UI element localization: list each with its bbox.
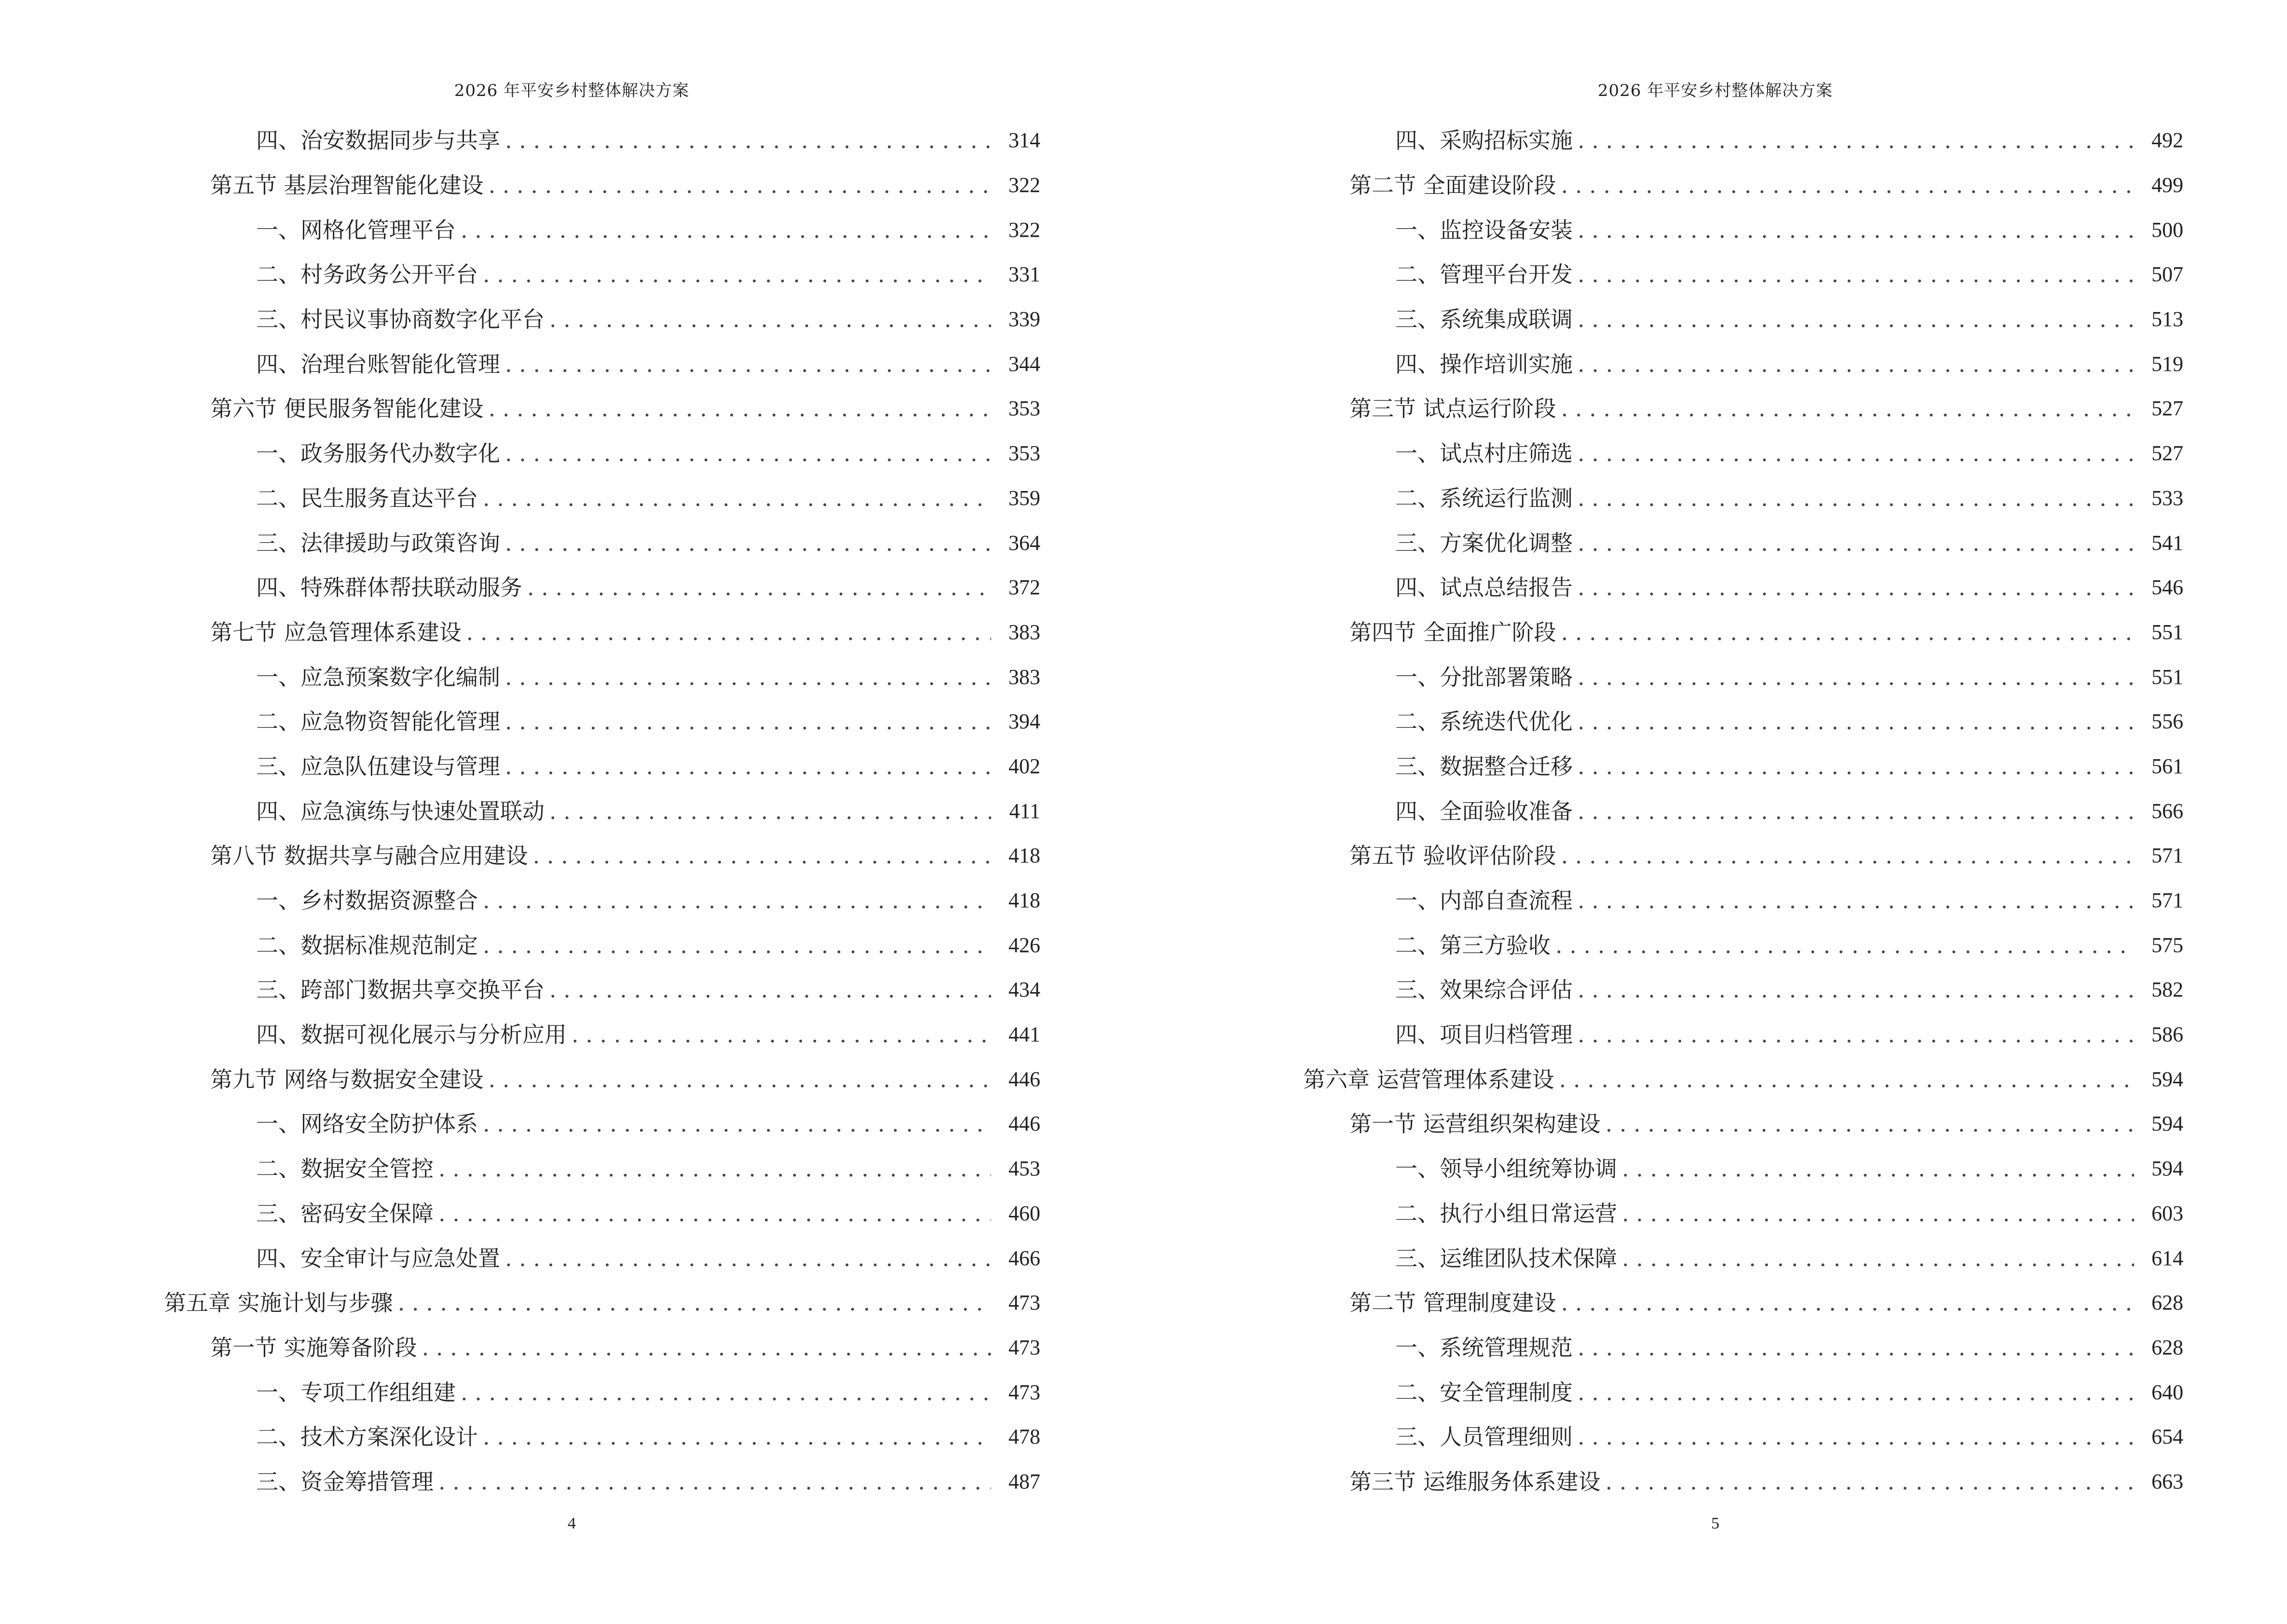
toc-entry-page-number: 541 [2151, 531, 2183, 555]
toc-dot-leader [505, 666, 991, 688]
toc-entry-title: 三、数据整合迁移 [1395, 753, 1573, 779]
toc-entry-title: 四、特殊群体帮扶联动服务 [256, 574, 522, 601]
toc-entry-page-number: 492 [2151, 128, 2183, 152]
toc-entry-title: 二、数据标准规范制定 [256, 932, 478, 958]
toc-dot-leader [1622, 1247, 2134, 1269]
toc-entry-page-number: 499 [2151, 173, 2183, 197]
toc-entry-page-number: 446 [1008, 1112, 1040, 1136]
toc-dot-leader [461, 1381, 991, 1404]
toc-entry-title: 三、跨部门数据共享交换平台 [256, 977, 545, 1003]
toc-dot-leader [1606, 1471, 2134, 1493]
toc-entry-title: 第一节 运营组织架构建设 [1349, 1111, 1601, 1137]
toc-entry-title: 第五节 验收评估阶段 [1349, 843, 1556, 869]
toc-entry-title: 二、系统迭代优化 [1395, 709, 1573, 735]
toc-entry[interactable] [164, 207, 1040, 252]
toc-entry[interactable] [1303, 1236, 2183, 1281]
toc-dot-leader [1578, 710, 2134, 733]
toc-entry-page-number: 473 [1008, 1380, 1040, 1404]
toc-entry-title: 二、管理平台开发 [1395, 261, 1573, 288]
toc-page-right [1144, 0, 2287, 1624]
toc-list [1303, 118, 2183, 1504]
toc-entry-title: 一、专项工作组组建 [256, 1379, 456, 1406]
toc-entry-title: 一、政务服务代办数字化 [256, 440, 500, 467]
toc-entry[interactable] [1303, 207, 2183, 252]
toc-dot-leader [505, 442, 991, 464]
toc-entry[interactable] [1303, 163, 2183, 208]
toc-entry-page-number: 519 [2151, 352, 2183, 376]
toc-dot-leader [1578, 1337, 2134, 1359]
toc-entry-title: 二、系统运行监测 [1395, 485, 1573, 511]
toc-entry-title: 一、试点村庄筛选 [1395, 440, 1573, 467]
toc-entry[interactable] [1303, 1012, 2183, 1057]
toc-dot-leader [1578, 666, 2134, 688]
toc-entry-title: 三、方案优化调整 [1395, 530, 1573, 556]
toc-dot-leader [505, 1247, 991, 1269]
toc-entry[interactable] [164, 1102, 1040, 1146]
toc-entry-title: 三、应急队伍建设与管理 [256, 753, 500, 779]
toc-entry-page-number: 533 [2151, 486, 2183, 510]
toc-dot-leader [1561, 174, 2134, 196]
toc-entry-page-number: 466 [1008, 1246, 1040, 1270]
toc-entry-page-number: 663 [2151, 1469, 2183, 1493]
toc-dot-leader [1622, 1202, 2134, 1225]
toc-entry[interactable] [164, 1012, 1040, 1057]
toc-entry[interactable] [164, 1281, 1040, 1325]
toc-entry-page-number: 383 [1008, 620, 1040, 644]
toc-entry-page-number: 426 [1008, 933, 1040, 957]
toc-entry[interactable] [1303, 565, 2183, 610]
toc-entry[interactable] [1303, 386, 2183, 431]
toc-entry[interactable] [1303, 878, 2183, 923]
toc-entry-page-number: 500 [2151, 218, 2183, 242]
toc-entry-page-number: 603 [2151, 1201, 2183, 1225]
toc-entry-page-number: 359 [1008, 486, 1040, 510]
toc-entry-title: 四、采购招标实施 [1395, 127, 1573, 154]
toc-entry-title: 二、第三方验收 [1395, 932, 1551, 958]
toc-entry-title: 一、领导小组统筹协调 [1395, 1156, 1617, 1182]
toc-entry-title: 一、乡村数据资源整合 [256, 887, 478, 914]
toc-entry-title: 一、应急预案数字化编制 [256, 664, 500, 690]
toc-entry-title: 第一节 实施筹备阶段 [210, 1334, 417, 1361]
toc-entry[interactable] [1303, 699, 2183, 744]
running-header: 2026 年平安乡村整体解决方案 [454, 81, 690, 100]
toc-dot-leader [527, 576, 991, 599]
toc-dot-leader [1561, 621, 2134, 643]
toc-entry[interactable] [164, 431, 1040, 476]
toc-entry-page-number: 513 [2151, 307, 2183, 331]
toc-entry-title: 一、网络安全防护体系 [256, 1111, 478, 1137]
toc-entry[interactable] [164, 878, 1040, 923]
toc-entry[interactable] [164, 923, 1040, 968]
toc-entry[interactable] [164, 699, 1040, 744]
toc-dot-leader [489, 1068, 991, 1091]
toc-dot-leader [572, 1024, 991, 1046]
page-number: 5 [1711, 1515, 1719, 1532]
toc-entry[interactable] [164, 565, 1040, 610]
toc-entry-page-number: 527 [2151, 441, 2183, 465]
toc-entry-title: 第六节 便民服务智能化建设 [210, 396, 484, 422]
toc-entry[interactable] [1303, 341, 2183, 386]
toc-entry[interactable] [164, 789, 1040, 833]
toc-dot-leader [1578, 755, 2134, 778]
toc-entry-title: 第七节 应急管理体系建设 [210, 619, 462, 645]
toc-entry[interactable] [164, 1146, 1040, 1191]
toc-dot-leader [483, 1113, 991, 1135]
toc-entry-title: 四、应急演练与快速处置联动 [256, 798, 545, 824]
toc-entry-page-number: 556 [2151, 710, 2183, 734]
toc-entry-title: 第六章 运营管理体系建设 [1303, 1066, 1554, 1092]
toc-entry-page-number: 473 [1008, 1335, 1040, 1359]
toc-dot-leader [398, 1292, 991, 1314]
toc-entry[interactable] [1303, 923, 2183, 968]
toc-entry[interactable] [164, 1057, 1040, 1102]
toc-entry-title: 第二节 管理制度建设 [1349, 1290, 1556, 1316]
toc-entry-page-number: 372 [1008, 575, 1040, 600]
toc-entry-title: 三、人员管理细则 [1395, 1424, 1573, 1450]
toc-entry-page-number: 654 [2151, 1425, 2183, 1449]
toc-entry[interactable] [1303, 297, 2183, 342]
toc-dot-leader [505, 755, 991, 778]
toc-dot-leader [1559, 1068, 2134, 1091]
toc-dot-leader [1578, 308, 2134, 330]
toc-entry-title: 一、监控设备安装 [1395, 217, 1573, 243]
toc-dot-leader [1578, 353, 2134, 375]
toc-entry[interactable] [164, 655, 1040, 699]
toc-entry-title: 三、效果综合评估 [1395, 977, 1573, 1003]
toc-entry[interactable] [1303, 1415, 2183, 1460]
toc-dot-leader [438, 1471, 991, 1493]
toc-entry[interactable] [164, 1191, 1040, 1236]
toc-dot-leader [483, 1426, 991, 1448]
toc-entry-title: 三、资金筹措管理 [256, 1468, 434, 1495]
toc-entry[interactable] [1303, 610, 2183, 655]
toc-entry-title: 三、运维团队技术保障 [1395, 1245, 1617, 1271]
toc-entry[interactable] [1303, 968, 2183, 1012]
toc-entry-title: 三、系统集成联调 [1395, 306, 1573, 333]
toc-entry-title: 二、执行小组日常运营 [1395, 1200, 1617, 1227]
toc-entry-page-number: 478 [1008, 1425, 1040, 1449]
toc-entry-page-number: 383 [1008, 665, 1040, 689]
toc-entry[interactable] [164, 520, 1040, 565]
toc-dot-leader [549, 979, 991, 1001]
toc-entry[interactable] [164, 297, 1040, 342]
toc-dot-leader [1578, 1024, 2134, 1046]
toc-entry-title: 第三节 运维服务体系建设 [1349, 1468, 1601, 1495]
toc-entry-page-number: 594 [2151, 1157, 2183, 1181]
toc-entry-page-number: 322 [1008, 173, 1040, 197]
toc-entry[interactable] [1303, 833, 2183, 878]
toc-entry-page-number: 394 [1008, 710, 1040, 734]
toc-dot-leader [1578, 487, 2134, 509]
toc-entry-title: 二、民生服务直达平台 [256, 485, 478, 511]
toc-dot-leader [533, 845, 991, 867]
toc-entry-page-number: 551 [2151, 620, 2183, 644]
toc-entry-page-number: 594 [2151, 1112, 2183, 1136]
toc-dot-leader [438, 1158, 991, 1180]
toc-dot-leader [1578, 129, 2134, 151]
toc-entry-title: 二、数据安全管控 [256, 1156, 434, 1182]
toc-dot-leader [1578, 532, 2134, 554]
toc-entry-title: 四、安全审计与应急处置 [256, 1245, 500, 1271]
toc-entry-title: 四、全面验收准备 [1395, 798, 1573, 824]
toc-dot-leader [483, 487, 991, 509]
toc-dot-leader [1606, 1113, 2134, 1135]
toc-entry-title: 第九节 网络与数据安全建设 [210, 1066, 484, 1092]
toc-entry-page-number: 628 [2151, 1335, 2183, 1359]
toc-dot-leader [1561, 845, 2134, 867]
toc-entry[interactable] [1303, 1281, 2183, 1325]
toc-entry-page-number: 586 [2151, 1023, 2183, 1047]
toc-entry[interactable] [1303, 1325, 2183, 1370]
toc-entry[interactable] [1303, 1191, 2183, 1236]
toc-entry-title: 四、治安数据同步与共享 [256, 127, 500, 154]
toc-entry-page-number: 614 [2151, 1246, 2183, 1270]
toc-entry-title: 一、分批部署策略 [1395, 664, 1573, 690]
toc-entry-page-number: 575 [2151, 933, 2183, 957]
toc-list [164, 118, 1040, 1504]
toc-entry-page-number: 566 [2151, 799, 2183, 823]
toc-entry-page-number: 364 [1008, 531, 1040, 555]
toc-entry[interactable] [1303, 655, 2183, 699]
toc-entry-title: 第三节 试点运行阶段 [1349, 396, 1556, 422]
toc-entry-page-number: 628 [2151, 1291, 2183, 1315]
toc-dot-leader [549, 308, 991, 330]
toc-entry[interactable] [164, 341, 1040, 386]
toc-dot-leader [505, 532, 991, 554]
toc-dot-leader [505, 710, 991, 733]
toc-entry-page-number: 314 [1008, 128, 1040, 152]
toc-dot-leader [461, 219, 991, 241]
toc-dot-leader [483, 263, 991, 286]
toc-dot-leader [483, 934, 991, 956]
toc-entry[interactable] [1303, 1146, 2183, 1191]
toc-entry-title: 二、应急物资智能化管理 [256, 709, 500, 735]
toc-entry[interactable] [1303, 1102, 2183, 1146]
toc-entry-page-number: 441 [1008, 1023, 1040, 1047]
toc-entry[interactable] [164, 1460, 1040, 1504]
toc-entry-title: 二、安全管理制度 [1395, 1379, 1573, 1406]
toc-dot-leader [1578, 1381, 2134, 1404]
toc-entry-page-number: 640 [2151, 1380, 2183, 1404]
toc-entry-page-number: 418 [1008, 844, 1040, 868]
toc-entry[interactable] [1303, 1057, 2183, 1102]
toc-entry[interactable] [164, 386, 1040, 431]
toc-dot-leader [1622, 1158, 2134, 1180]
toc-entry-page-number: 571 [2151, 844, 2183, 868]
toc-dot-leader [505, 353, 991, 375]
toc-entry[interactable] [164, 163, 1040, 208]
toc-entry-page-number: 411 [1009, 799, 1040, 823]
toc-entry-title: 二、村务政务公开平台 [256, 261, 478, 288]
toc-entry[interactable] [164, 118, 1040, 163]
toc-entry-title: 一、网格化管理平台 [256, 217, 456, 243]
toc-entry-page-number: 561 [2151, 754, 2183, 778]
toc-entry-page-number: 546 [2151, 575, 2183, 600]
toc-dot-leader [1578, 800, 2134, 822]
toc-dot-leader [549, 800, 991, 822]
toc-entry-title: 第二节 全面建设阶段 [1349, 172, 1556, 199]
running-header: 2026 年平安乡村整体解决方案 [1597, 81, 1833, 100]
toc-entry[interactable] [164, 833, 1040, 878]
toc-dot-leader [1578, 263, 2134, 286]
toc-entry[interactable] [1303, 118, 2183, 163]
toc-entry-title: 四、试点总结报告 [1395, 574, 1573, 601]
toc-entry-page-number: 460 [1008, 1201, 1040, 1225]
toc-entry[interactable] [1303, 252, 2183, 297]
toc-entry-page-number: 571 [2151, 888, 2183, 913]
toc-entry[interactable] [164, 1370, 1040, 1415]
toc-entry-page-number: 487 [1008, 1469, 1040, 1493]
toc-dot-leader [422, 1337, 991, 1359]
toc-entry-title: 第八节 数据共享与融合应用建设 [210, 843, 528, 869]
toc-entry-title: 第五章 实施计划与步骤 [164, 1290, 393, 1316]
toc-entry[interactable] [164, 476, 1040, 521]
toc-entry-title: 二、技术方案深化设计 [256, 1424, 478, 1450]
toc-entry-page-number: 551 [2151, 665, 2183, 689]
toc-entry-page-number: 344 [1008, 352, 1040, 376]
toc-entry-page-number: 331 [1008, 262, 1040, 287]
toc-dot-leader [1578, 219, 2134, 241]
toc-entry-title: 一、内部自查流程 [1395, 887, 1573, 914]
toc-entry-page-number: 527 [2151, 396, 2183, 421]
toc-entry[interactable] [164, 744, 1040, 789]
page-number: 4 [568, 1515, 576, 1532]
toc-entry-title: 四、操作培训实施 [1395, 351, 1573, 377]
toc-dot-leader [489, 174, 991, 196]
toc-entry-page-number: 473 [1008, 1291, 1040, 1315]
toc-entry[interactable] [164, 252, 1040, 297]
toc-entry[interactable] [164, 968, 1040, 1012]
toc-entry[interactable] [1303, 789, 2183, 833]
toc-dot-leader [489, 397, 991, 420]
toc-entry[interactable] [1303, 476, 2183, 521]
toc-entry-title: 第四节 全面推广阶段 [1349, 619, 1556, 645]
toc-entry-title: 四、数据可视化展示与分析应用 [256, 1022, 567, 1048]
toc-entry-page-number: 402 [1008, 754, 1040, 778]
toc-entry-page-number: 418 [1008, 888, 1040, 913]
toc-entry-title: 三、法律援助与政策咨询 [256, 530, 500, 556]
toc-entry-page-number: 594 [2151, 1067, 2183, 1091]
toc-entry-page-number: 582 [2151, 978, 2183, 1002]
toc-entry-page-number: 322 [1008, 218, 1040, 242]
toc-entry[interactable] [1303, 1460, 2183, 1504]
toc-entry-page-number: 353 [1008, 441, 1040, 465]
toc-entry-page-number: 353 [1008, 396, 1040, 421]
toc-entry-title: 三、村民议事协商数字化平台 [256, 306, 545, 333]
toc-entry-title: 四、项目归档管理 [1395, 1022, 1573, 1048]
toc-entry[interactable] [164, 610, 1040, 655]
toc-entry[interactable] [1303, 1370, 2183, 1415]
toc-entry-title: 一、系统管理规范 [1395, 1334, 1573, 1361]
toc-entry[interactable] [1303, 520, 2183, 565]
toc-dot-leader [438, 1202, 991, 1225]
toc-dot-leader [505, 129, 991, 151]
toc-entry[interactable] [1303, 744, 2183, 789]
toc-entry-page-number: 507 [2151, 262, 2183, 287]
toc-entry-page-number: 453 [1008, 1157, 1040, 1181]
toc-dot-leader [1578, 442, 2134, 464]
toc-dot-leader [1578, 576, 2134, 599]
toc-entry[interactable] [1303, 431, 2183, 476]
toc-dot-leader [1561, 397, 2134, 420]
toc-entry[interactable] [164, 1415, 1040, 1460]
toc-dot-leader [483, 889, 991, 912]
toc-dot-leader [466, 621, 991, 643]
toc-entry-page-number: 339 [1008, 307, 1040, 331]
toc-entry-page-number: 446 [1008, 1067, 1040, 1091]
toc-entry-title: 四、治理台账智能化管理 [256, 351, 500, 377]
toc-dot-leader [1555, 934, 2134, 956]
toc-entry-title: 第五节 基层治理智能化建设 [210, 172, 484, 199]
toc-entry[interactable] [164, 1325, 1040, 1370]
toc-dot-leader [1561, 1292, 2134, 1314]
toc-dot-leader [1578, 889, 2134, 912]
toc-entry[interactable] [164, 1236, 1040, 1281]
toc-dot-leader [1578, 1426, 2134, 1448]
toc-dot-leader [1578, 979, 2134, 1001]
toc-entry-page-number: 434 [1008, 978, 1040, 1002]
toc-entry-title: 三、密码安全保障 [256, 1200, 434, 1227]
